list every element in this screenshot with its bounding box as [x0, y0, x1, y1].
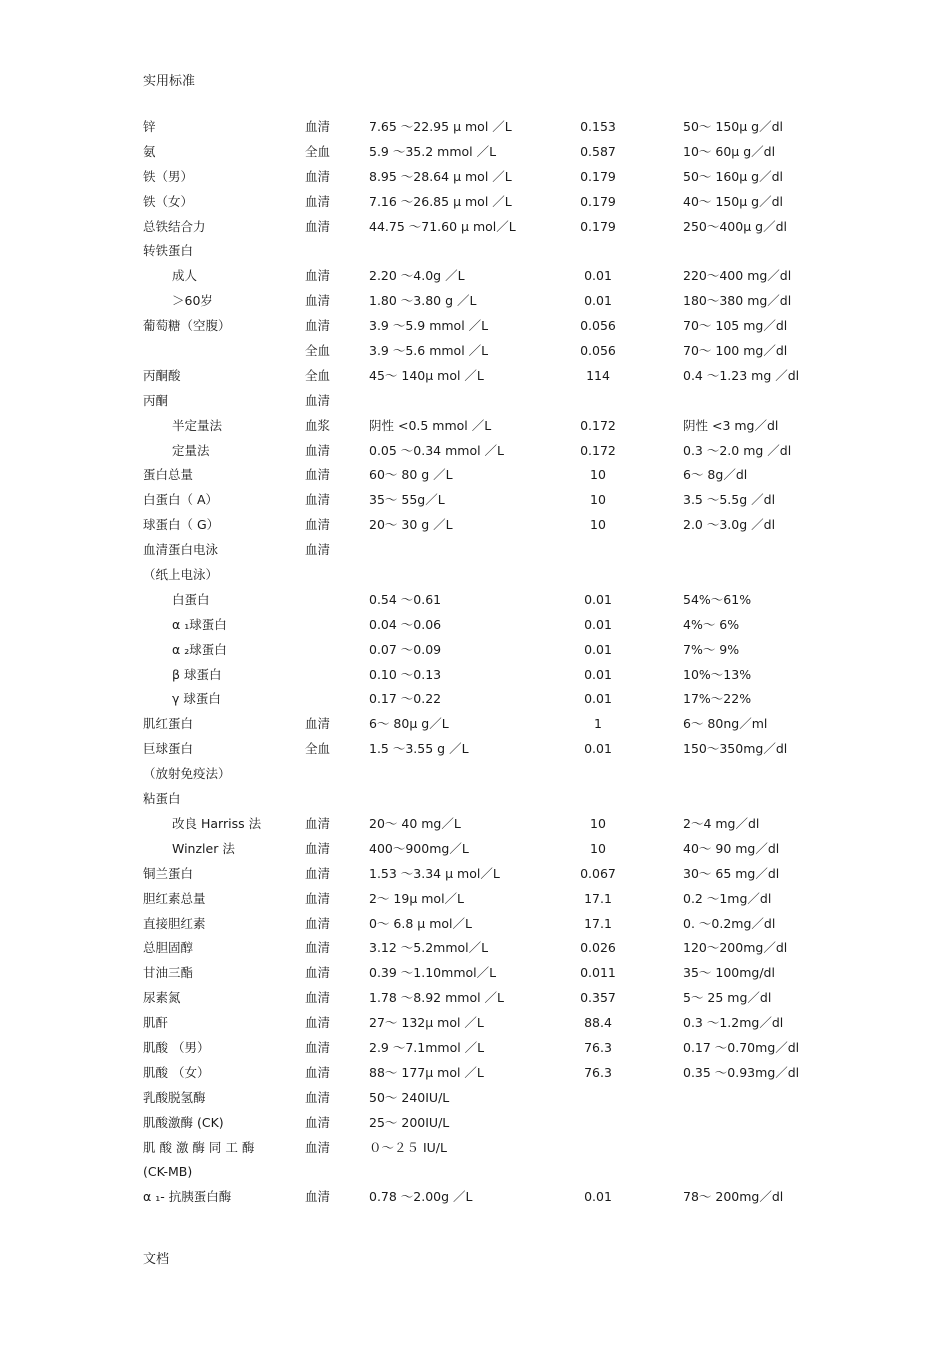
table-row	[143, 812, 823, 837]
table-row	[143, 1036, 823, 1061]
table-row	[143, 912, 823, 937]
conventional-reference-range: 10%～13%	[683, 666, 752, 682]
item-name: 直接胆红素	[143, 915, 206, 931]
item-name: 白蛋白（ A）	[143, 492, 219, 508]
si-reference-range: 0.04 ～0.06	[369, 616, 442, 632]
specimen-type: 血清	[305, 1139, 331, 1155]
si-reference-range: 0.05 ～0.34 mmol ／L	[369, 442, 505, 458]
conversion-factor: 76.3	[584, 1039, 612, 1055]
item-name: 白蛋白	[172, 591, 210, 607]
item-name: γ 球蛋白	[172, 691, 221, 707]
conversion-factor: 0.587	[580, 143, 616, 159]
item-name: 丙酮	[143, 392, 169, 408]
conversion-factor: 0.011	[580, 965, 616, 981]
table-row	[143, 339, 823, 364]
item-name: 定量法	[172, 442, 210, 458]
conventional-reference-range: 4%～ 6%	[683, 616, 740, 632]
conventional-reference-range: 0.2 ～1mg／dl	[683, 890, 772, 906]
table-row	[143, 314, 823, 339]
conversion-factor: 114	[586, 367, 610, 383]
si-reference-range: 50～ 240IU/L	[369, 1089, 450, 1105]
specimen-type: 血清	[305, 318, 331, 334]
conversion-factor: 0.01	[584, 1189, 612, 1205]
item-name: 葡萄糖（空腹）	[143, 318, 231, 334]
conversion-factor: 0.179	[580, 193, 616, 209]
conversion-factor: 88.4	[584, 1015, 612, 1031]
item-name: Winzler 法	[172, 840, 235, 856]
item-name: (CK-MB)	[143, 1164, 193, 1180]
table-row	[143, 887, 823, 912]
si-reference-range: 6～ 80μ g／L	[369, 716, 449, 732]
item-name: 铜兰蛋白	[143, 865, 194, 881]
conventional-reference-range: 54%～61%	[683, 591, 752, 607]
table-row	[143, 1136, 823, 1161]
table-row	[143, 936, 823, 961]
table-row	[143, 638, 823, 663]
conventional-reference-range: 50～ 160μ g／dl	[683, 168, 784, 184]
table-row	[143, 862, 823, 887]
specimen-type: 血清	[305, 1089, 331, 1105]
table-row	[143, 140, 823, 165]
conventional-reference-range: 17%～22%	[683, 691, 752, 707]
item-name: 肌酸 （女）	[143, 1064, 210, 1080]
conversion-factor: 0.01	[584, 616, 612, 632]
conventional-reference-range: 0.35 ～0.93mg／dl	[683, 1064, 800, 1080]
si-reference-range: 1.78 ～8.92 mmol ／L	[369, 990, 505, 1006]
specimen-type: 血清	[305, 1039, 331, 1055]
conventional-reference-range: 3.5 ～5.5g ／dl	[683, 492, 776, 508]
table-row	[143, 1086, 823, 1111]
item-name: 成人	[172, 268, 198, 284]
specimen-type: 全血	[305, 343, 331, 359]
reference-values-table	[143, 115, 823, 1210]
specimen-type: 血清	[305, 442, 331, 458]
item-name: 球蛋白（ G）	[143, 517, 220, 533]
item-name: 蛋白总量	[143, 467, 194, 483]
specimen-type: 血清	[305, 915, 331, 931]
item-name: β 球蛋白	[172, 666, 222, 682]
conversion-factor: 0.01	[584, 641, 612, 657]
table-row	[143, 588, 823, 613]
conversion-factor: 0.357	[580, 990, 616, 1006]
table-row	[143, 463, 823, 488]
table-row	[143, 1185, 823, 1210]
si-reference-range: 1.80 ～3.80 g ／L	[369, 293, 477, 309]
table-row	[143, 712, 823, 737]
si-reference-range: 0.10 ～0.13	[369, 666, 442, 682]
conventional-reference-range: 35～ 100mg/dl	[683, 965, 775, 981]
si-reference-range: 0.07 ～0.09	[369, 641, 442, 657]
table-row	[143, 762, 823, 787]
table-row	[143, 563, 823, 588]
conventional-reference-range: 30～ 65 mg／dl	[683, 865, 780, 881]
conversion-factor: 0.056	[580, 318, 616, 334]
conversion-factor: 0.01	[584, 591, 612, 607]
item-name: α ₁球蛋白	[172, 616, 227, 632]
si-reference-range: 60～ 80 g ／L	[369, 467, 453, 483]
page-footer: 文档	[143, 1252, 170, 1267]
si-reference-range: 0.17 ～0.22	[369, 691, 442, 707]
conventional-reference-range: 0.3 ～2.0 mg ／dl	[683, 442, 792, 458]
si-reference-range: 5.9 ～35.2 mmol ／L	[369, 143, 497, 159]
conventional-reference-range: 70～ 105 mg／dl	[683, 318, 788, 334]
conversion-factor: 0.056	[580, 343, 616, 359]
si-reference-range: 20～ 40 mg／L	[369, 815, 461, 831]
specimen-type: 血清	[305, 168, 331, 184]
conventional-reference-range: 6～ 8g／dl	[683, 467, 748, 483]
conversion-factor: 0.179	[580, 168, 616, 184]
item-name: 半定量法	[172, 417, 223, 433]
item-name: 氨	[143, 143, 156, 159]
specimen-type: 血清	[305, 965, 331, 981]
item-name: α ₁- 抗胰蛋白酶	[143, 1189, 232, 1205]
conversion-factor: 0.026	[580, 940, 616, 956]
specimen-type: 血清	[305, 1114, 331, 1130]
si-reference-range: 阴性 <0.5 mmol ／L	[369, 417, 492, 433]
item-name: 丙酮酸	[143, 367, 181, 383]
table-row	[143, 986, 823, 1011]
conversion-factor: 1	[594, 716, 602, 732]
item-name: 粘蛋白	[143, 791, 181, 807]
specimen-type: 血清	[305, 218, 331, 234]
si-reference-range: 400～900mg／L	[369, 840, 469, 856]
specimen-type: 血清	[305, 940, 331, 956]
si-reference-range: 0～ 6.8 μ mol／L	[369, 915, 472, 931]
conventional-reference-range: 180～380 mg／dl	[683, 293, 792, 309]
item-name: 总铁结合力	[143, 218, 206, 234]
table-row	[143, 215, 823, 240]
item-name: 肌酸 （男）	[143, 1039, 210, 1055]
specimen-type: 血清	[305, 492, 331, 508]
conventional-reference-range: 78～ 200mg／dl	[683, 1189, 784, 1205]
table-row	[143, 513, 823, 538]
conventional-reference-range: 0. ～0.2mg／dl	[683, 915, 776, 931]
specimen-type: 血清	[305, 467, 331, 483]
item-name: 总胆固醇	[143, 940, 194, 956]
table-row	[143, 613, 823, 638]
si-reference-range: 3.9 ～5.6 mmol ／L	[369, 343, 489, 359]
item-name: 肌酸激酶 (CK)	[143, 1114, 224, 1130]
conventional-reference-range: 阴性 <3 mg／dl	[683, 417, 779, 433]
item-name: 血清蛋白电泳	[143, 542, 219, 558]
specimen-type: 血清	[305, 193, 331, 209]
si-reference-range: ０～２５ IU/L	[369, 1139, 447, 1155]
table-row	[143, 190, 823, 215]
table-row	[143, 439, 823, 464]
table-row	[143, 737, 823, 762]
table-row	[143, 1111, 823, 1136]
table-row	[143, 165, 823, 190]
specimen-type: 全血	[305, 367, 331, 383]
item-name: 巨球蛋白	[143, 741, 194, 757]
item-name: 锌	[143, 119, 156, 134]
item-name: 甘油三酯	[143, 965, 194, 981]
conversion-factor: 0.153	[580, 119, 616, 134]
page-header: 实用标准	[143, 74, 196, 89]
specimen-type: 血清	[305, 268, 331, 284]
conversion-factor: 76.3	[584, 1064, 612, 1080]
item-name: 铁（女）	[143, 193, 194, 209]
item-name: （放射免疫法）	[143, 766, 231, 782]
table-row	[143, 364, 823, 389]
conversion-factor: 0.01	[584, 741, 612, 757]
table-row	[143, 488, 823, 513]
conversion-factor: 10	[590, 467, 606, 483]
table-row	[143, 239, 823, 264]
conventional-reference-range: 0.17 ～0.70mg／dl	[683, 1039, 800, 1055]
table-row	[143, 1160, 823, 1185]
specimen-type: 血清	[305, 990, 331, 1006]
table-row	[143, 687, 823, 712]
si-reference-range: 7.16 ～26.85 μ mol ／L	[369, 193, 512, 209]
si-reference-range: 2.20 ～4.0g ／L	[369, 268, 465, 284]
specimen-type: 血清	[305, 392, 331, 408]
specimen-type: 血清	[305, 1015, 331, 1031]
item-name: 肌红蛋白	[143, 716, 194, 732]
conventional-reference-range: 5～ 25 mg／dl	[683, 990, 772, 1006]
conversion-factor: 0.067	[580, 865, 616, 881]
si-reference-range: 0.54 ～0.61	[369, 591, 442, 607]
table-row	[143, 414, 823, 439]
conventional-reference-range: 2.0 ～3.0g ／dl	[683, 517, 776, 533]
specimen-type: 血清	[305, 517, 331, 533]
conventional-reference-range: 40～ 90 mg／dl	[683, 840, 780, 856]
table-row	[143, 663, 823, 688]
conventional-reference-range: 7%～ 9%	[683, 641, 740, 657]
si-reference-range: 88～ 177μ mol ／L	[369, 1064, 484, 1080]
conventional-reference-range: 40～ 150μ g／dl	[683, 193, 784, 209]
conversion-factor: 10	[590, 840, 606, 856]
table-row	[143, 1061, 823, 1086]
specimen-type: 血清	[305, 890, 331, 906]
specimen-type: 血浆	[305, 417, 331, 433]
si-reference-range: 25～ 200IU/L	[369, 1114, 450, 1130]
conversion-factor: 0.01	[584, 268, 612, 284]
conventional-reference-range: 0.4 ～1.23 mg ／dl	[683, 367, 800, 383]
conversion-factor: 0.172	[580, 417, 616, 433]
item-name: 乳酸脱氢酶	[143, 1089, 206, 1105]
si-reference-range: 35～ 55g／L	[369, 492, 445, 508]
conversion-factor: 0.179	[580, 218, 616, 234]
conventional-reference-range: 150～350mg／dl	[683, 741, 788, 757]
si-reference-range: 1.53 ～3.34 μ mol／L	[369, 865, 500, 881]
item-name: 转铁蛋白	[143, 243, 194, 259]
table-row	[143, 389, 823, 414]
conversion-factor: 0.172	[580, 442, 616, 458]
table-row	[143, 115, 823, 140]
si-reference-range: 0.78 ～2.00g ／L	[369, 1189, 473, 1205]
table-row	[143, 961, 823, 986]
specimen-type: 全血	[305, 741, 331, 757]
specimen-type: 血清	[305, 1189, 331, 1205]
item-name: （纸上电泳）	[143, 567, 219, 583]
conventional-reference-range: 0.3 ～1.2mg／dl	[683, 1015, 784, 1031]
item-name: 铁（男）	[143, 168, 194, 184]
item-name: 肌酐	[143, 1015, 169, 1031]
conversion-factor: 0.01	[584, 293, 612, 309]
conversion-factor: 10	[590, 517, 606, 533]
item-name: 尿素氮	[143, 990, 181, 1006]
si-reference-range: 27～ 132μ mol ／L	[369, 1015, 484, 1031]
conversion-factor: 0.01	[584, 691, 612, 707]
si-reference-range: 20～ 30 g ／L	[369, 517, 453, 533]
conventional-reference-range: 220～400 mg／dl	[683, 268, 792, 284]
item-name: 改良 Harriss 法	[172, 815, 262, 831]
specimen-type: 血清	[305, 716, 331, 732]
table-row	[143, 264, 823, 289]
conversion-factor: 17.1	[584, 915, 612, 931]
si-reference-range: 45～ 140μ mol ／L	[369, 367, 484, 383]
specimen-type: 血清	[305, 1064, 331, 1080]
conventional-reference-range: 6～ 80ng／ml	[683, 716, 768, 732]
conventional-reference-range: 250～400μ g／dl	[683, 218, 787, 234]
si-reference-range: 3.9 ～5.9 mmol ／L	[369, 318, 489, 334]
si-reference-range: 7.65 ～22.95 μ mol ／L	[369, 119, 512, 134]
item-name: 肌 酸 激 酶 同 工 酶	[143, 1139, 255, 1155]
item-name: 胆红素总量	[143, 890, 206, 906]
conversion-factor: 10	[590, 815, 606, 831]
conversion-factor: 0.01	[584, 666, 612, 682]
specimen-type: 血清	[305, 815, 331, 831]
conversion-factor: 17.1	[584, 890, 612, 906]
specimen-type: 血清	[305, 840, 331, 856]
specimen-type: 血清	[305, 293, 331, 309]
si-reference-range: 2～ 19μ mol／L	[369, 890, 465, 906]
specimen-type: 血清	[305, 119, 331, 134]
conventional-reference-range: 2～4 mg／dl	[683, 815, 760, 831]
si-reference-range: 8.95 ～28.64 μ mol ／L	[369, 168, 512, 184]
specimen-type: 全血	[305, 143, 331, 159]
si-reference-range: 2.9 ～7.1mmol ／L	[369, 1039, 485, 1055]
si-reference-range: 3.12 ～5.2mmol／L	[369, 940, 489, 956]
table-row	[143, 289, 823, 314]
specimen-type: 血清	[305, 865, 331, 881]
si-reference-range: 44.75 ～71.60 μ mol／L	[369, 218, 516, 234]
item-name: α ₂球蛋白	[172, 641, 227, 657]
conventional-reference-range: 50～ 150μ g／dl	[683, 119, 784, 134]
conventional-reference-range: 120～200mg／dl	[683, 940, 788, 956]
conventional-reference-range: 70～ 100 mg／dl	[683, 343, 788, 359]
table-row	[143, 787, 823, 812]
item-name: ＞60岁	[172, 293, 213, 309]
conversion-factor: 10	[590, 492, 606, 508]
si-reference-range: 1.5 ～3.55 g ／L	[369, 741, 469, 757]
conventional-reference-range: 10～ 60μ g／dl	[683, 143, 776, 159]
si-reference-range: 0.39 ～1.10mmol／L	[369, 965, 497, 981]
table-row	[143, 1011, 823, 1036]
table-row	[143, 538, 823, 563]
specimen-type: 血清	[305, 542, 331, 558]
table-row	[143, 837, 823, 862]
